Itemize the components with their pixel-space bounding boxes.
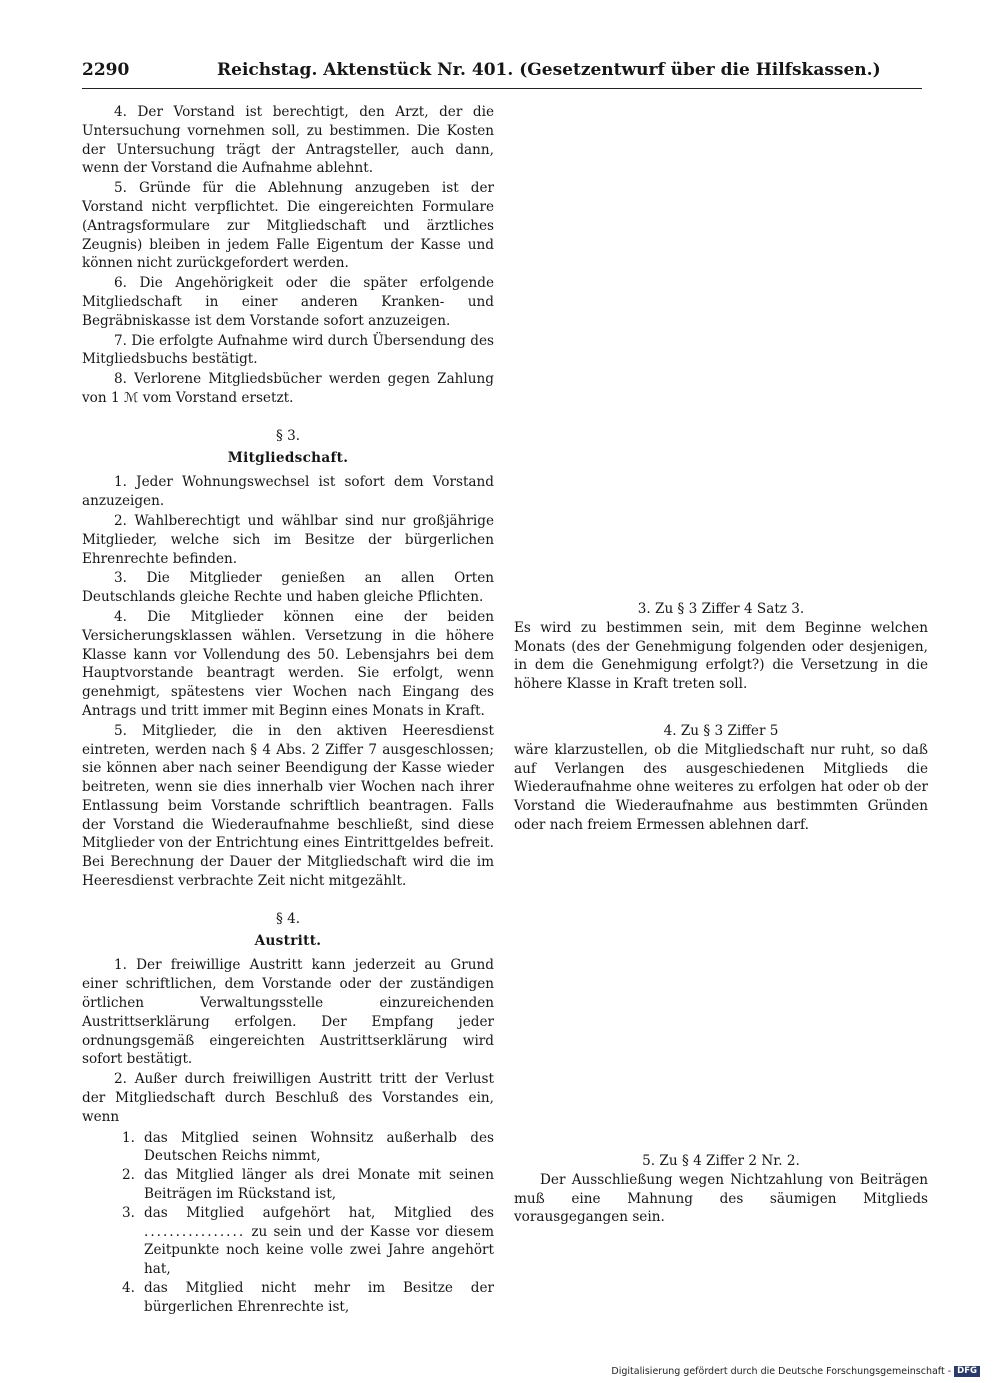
main-text-column (82, 103, 494, 1317)
list-item-text: das Mitglied länger als drei Monate mit seinen Beiträgen im Rückstand ist, (144, 1167, 494, 1203)
list-item-text: das Mitglied nicht mehr im Besitze der bürgerlichen Ehrenrechte ist, (144, 1280, 494, 1315)
paragraph: 1. Der freiwillige Austritt kann jederzeit au Grund einer schriftlichen, dem Vorstande oder der zuständigen örtlichen Verwaltungsstelle einzureichenden Austrittserklärung erfolgen. Der Empfang jeder ordnungsgemäß eingereichten Austrittserklärung wird sofort bestätigt. (82, 957, 494, 1068)
paragraph: 4. Der Vorstand ist berechtigt, den Arzt, der die Untersuchung vornehmen soll, zu bestimmen. Die Kosten der Untersuchung trägt der Antragsteller, auch dann, wenn der Vorstand die Aufnahme ablehnt. (82, 104, 494, 177)
list-item (82, 1166, 494, 1204)
paragraph: 7. Die erfolgte Aufnahme wird durch Übersendung des Mitgliedsbuchs bestätigt. (82, 332, 494, 368)
note-text: Der Ausschließung wegen Nichtzahlung von Beiträgen muß eine Mahnung des säumigen Mitglieds vorausgegangen sein. (514, 1171, 928, 1226)
paragraph: 3. Die Mitglieder genießen an allen Orten Deutschlands gleiche Rechte und haben gleiche Pflichten. (82, 570, 494, 606)
footer-text: Digitalisierung gefördert durch die Deutsche Forschungsgemeinschaft - (611, 1366, 952, 1377)
paragraph: 2. Wahlberechtigt und wählbar sind nur großjährige Mitglieder, welche sich im Besitze der bürgerlichen Ehrenrechte befinden. (82, 512, 494, 567)
page-number: 2290 (82, 60, 130, 80)
list-item (82, 1204, 494, 1279)
paragraph: 5. Mitglieder, die in den aktiven Heeresdienst eintreten, werden nach § 4 Abs. 2 Ziffer 7 ausgeschlossen; sie können aber nach seiner Beendigung der Kasse wieder beitreten, wenn sie dies innerhalb vier Wochen nach ihrer Entlassung beim Vorstande schriftlich beantragen. Falls der Vorstand die Wiederaufnahme beschließt, sind diese Mitglieder von der Entrichtung eines Eintrittgeldes befreit. Bei Berechnung der Dauer der Mitgliedschaft wird die im Heeresdienst verbrachte Zeit nicht mitgezählt. (82, 722, 494, 890)
note-text: wäre klarzustellen, ob die Mitgliedschaft nur ruht, so daß auf Verlangen des ausgeschiedenen Mitglieds die Wiederaufnahme ohne weiteres zu erfolgen hat oder ob der Vorstand die Wiederaufnahme aus bestimmten Gründen oder nach freiem Ermessen ablehnen darf. (514, 741, 928, 833)
list-item-text: zu sein und der Kasse vor diesem Zeitpunkte noch keine volle zwei Jahre angehört hat, (144, 1223, 494, 1278)
list-item-number: 2. (122, 1167, 135, 1184)
blank-fill-dots: ................ (144, 1223, 246, 1240)
side-note (514, 600, 928, 694)
side-note (514, 1152, 928, 1227)
list-item (82, 1129, 494, 1167)
page-header (82, 60, 922, 90)
note-text: Es wird zu bestimmen sein, mit dem Beginne welchen Monats (des der Genehmigung folgenden oder desjenigen, in dem die Genehmigung erfolgt?) die Versetzung in die höhere Klasse in Kraft treten soll. (514, 619, 928, 693)
exclusion-list (82, 1129, 494, 1317)
note-heading: 3. Zu § 3 Ziffer 4 Satz 3. (637, 601, 805, 617)
section-title: Mitgliedschaft. (227, 449, 349, 466)
section-number: § 3. (275, 427, 301, 444)
dfg-logo: DFG (954, 1366, 980, 1377)
note-heading: 5. Zu § 4 Ziffer 2 Nr. 2. (642, 1153, 800, 1169)
running-title: Reichstag. Aktenstück Nr. 401. (Gesetzentwurf über die Hilfskassen.) (217, 60, 881, 80)
list-item-text: das Mitglied seinen Wohnsitz außerhalb des Deutschen Reichs nimmt, (144, 1129, 494, 1165)
section-title: Austritt. (254, 932, 322, 949)
paragraph: 5. Gründe für die Ablehnung anzugeben ist der Vorstand nicht verpflichtet. Die eingereichten Formulare (Antragsformulare zur Mitgliedschaft und ärztliches Zeugnis) bleiben in jedem Falle Eigentum der Kasse und können nicht zurückgefordert werden. (82, 180, 494, 272)
paragraph: 6. Die Angehörigkeit oder die später erfolgende Mitgliedschaft in einer anderen Kranken- und Begräbniskasse ist dem Vorstande sofort anzuzeigen. (82, 275, 494, 329)
section-number: § 4. (275, 910, 301, 927)
side-note (514, 722, 928, 835)
list-item-number: 1. (122, 1129, 135, 1146)
paragraph: 2. Außer durch freiwilligen Austritt tritt der Verlust der Mitgliedschaft durch Beschluß des Vorstandes ein, wenn (82, 1071, 494, 1125)
digitization-footer (611, 1366, 980, 1377)
paragraph: 1. Jeder Wohnungswechsel ist sofort dem Vorstand anzuzeigen. (82, 474, 494, 510)
note-heading: 4. Zu § 3 Ziffer 5 (663, 723, 779, 739)
list-item-text: das Mitglied aufgehört hat, Mitglied des (144, 1204, 494, 1221)
paragraph: 8. Verlorene Mitgliedsbücher werden gegen Zahlung von 1 ℳ vom Vorstand ersetzt. (82, 371, 494, 406)
list-item (82, 1279, 494, 1317)
list-item-number: 4. (122, 1280, 135, 1297)
paragraph: 4. Die Mitglieder können eine der beiden Versicherungsklassen wählen. Versetzung in die höhere Klasse kann vor Vollendung des 50. Lebensjahrs bei dem Hauptvorstande beantragt werden. Sie erfolgt, wenn genehmigt, spätestens vier Wochen nach Eingang des Antrags und tritt immer mit Beginn eines Monats in Kraft. (82, 608, 494, 719)
list-item-number: 3. (122, 1204, 135, 1221)
header-rule (82, 88, 922, 89)
